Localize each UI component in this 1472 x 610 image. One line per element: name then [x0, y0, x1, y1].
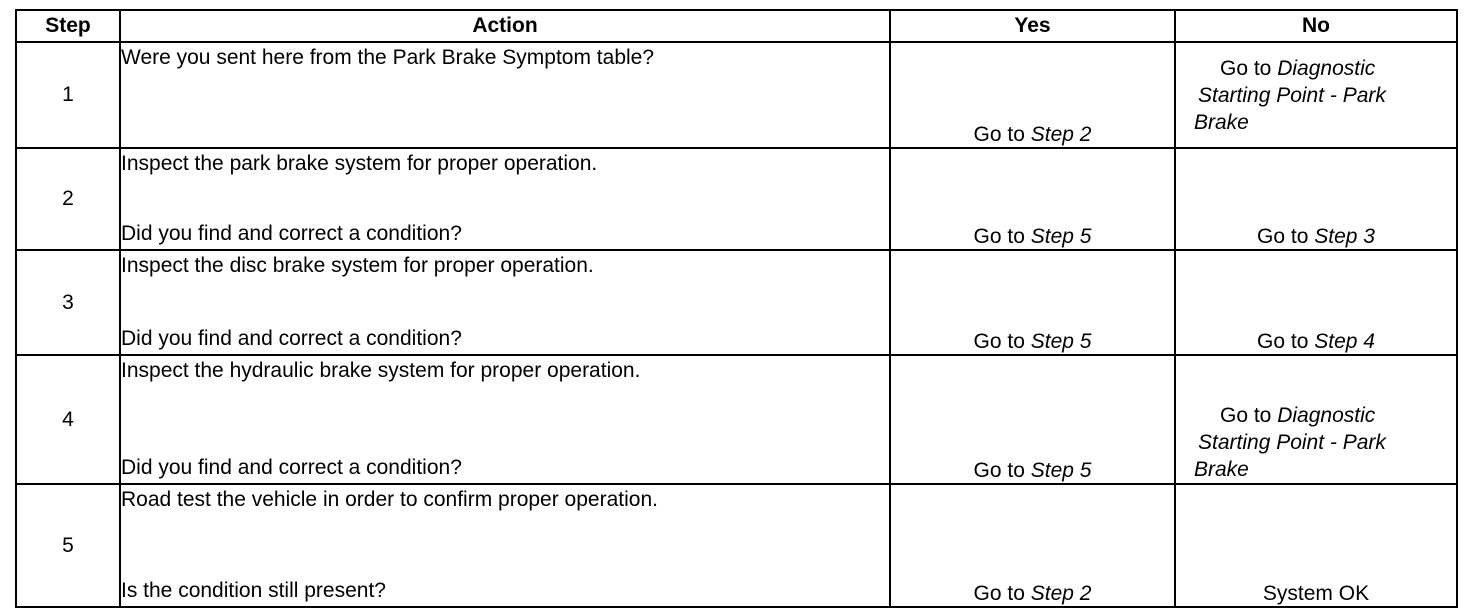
no-result-text: System OK: [1262, 582, 1370, 605]
yes-prefix: Go to: [973, 123, 1025, 146]
table-row: [16, 484, 1457, 607]
action-question: Did you find and correct a condition?: [121, 327, 462, 350]
header-action: Action: [120, 10, 890, 42]
step-number: 2: [16, 148, 120, 250]
no-ref-line3[interactable]: Brake: [1194, 458, 1249, 481]
action-cell: [120, 250, 890, 355]
yes-cell: [890, 42, 1175, 148]
no-ref-line3[interactable]: Brake: [1194, 110, 1249, 134]
table-row: [16, 250, 1457, 355]
no-prefix: Go to: [1220, 56, 1272, 80]
no-prefix: Go to: [1257, 330, 1309, 353]
yes-cell: [890, 355, 1175, 484]
table-row: [16, 355, 1457, 484]
yes-step-link[interactable]: Step 5: [1030, 225, 1092, 248]
action-cell: [120, 42, 890, 148]
yes-cell: [890, 250, 1175, 355]
action-instruction: Inspect the park brake system for proper operation.: [121, 152, 598, 175]
action-question: Were you sent here from the Park Brake Symptom table?: [121, 46, 655, 69]
no-cell: [1175, 355, 1457, 484]
no-prefix: Go to: [1257, 225, 1309, 248]
action-question: Did you find and correct a condition?: [121, 222, 462, 245]
yes-prefix: Go to: [973, 225, 1025, 248]
action-cell: [120, 148, 890, 250]
step-number: 3: [16, 250, 120, 355]
step-number: 1: [16, 42, 120, 148]
yes-step-link[interactable]: Step 2: [1030, 582, 1092, 605]
action-question: Is the condition still present?: [121, 579, 386, 602]
yes-step-link[interactable]: Step 5: [1030, 459, 1092, 482]
yes-step-link[interactable]: Step 5: [1030, 330, 1092, 353]
step-number: 4: [16, 355, 120, 484]
no-cell: [1175, 148, 1457, 250]
yes-cell: [890, 484, 1175, 607]
header-step: Step: [16, 10, 120, 42]
header-yes: Yes: [890, 10, 1175, 42]
action-question: Did you find and correct a condition?: [121, 456, 462, 479]
no-step-link[interactable]: Step 3: [1314, 225, 1375, 248]
diagnostic-table: [15, 9, 1458, 608]
action-instruction: Inspect the disc brake system for proper operation.: [121, 254, 594, 277]
action-instruction: Inspect the hydraulic brake system for proper operation.: [121, 359, 641, 382]
yes-prefix: Go to: [973, 459, 1025, 482]
action-instruction: Road test the vehicle in order to confirm proper operation.: [121, 488, 658, 511]
no-cell: [1175, 250, 1457, 355]
header-row: [16, 10, 1457, 42]
yes-cell: [890, 148, 1175, 250]
no-cell: [1175, 484, 1457, 607]
yes-prefix: Go to: [973, 582, 1025, 605]
step-number: 5: [16, 484, 120, 607]
no-step-link[interactable]: Step 4: [1314, 330, 1375, 353]
no-ref-line2[interactable]: Starting Point - Park: [1198, 83, 1386, 107]
no-ref-line1[interactable]: Diagnostic: [1277, 404, 1376, 427]
table-row: [16, 42, 1457, 148]
table-row: [16, 148, 1457, 250]
no-prefix: Go to: [1220, 404, 1272, 427]
no-ref-line1[interactable]: Diagnostic: [1277, 56, 1376, 80]
yes-prefix: Go to: [973, 330, 1025, 353]
no-ref-line2[interactable]: Starting Point - Park: [1198, 431, 1386, 454]
action-cell: [120, 355, 890, 484]
yes-step-link[interactable]: Step 2: [1030, 123, 1092, 146]
no-cell: [1175, 42, 1457, 148]
action-cell: [120, 484, 890, 607]
header-no: No: [1175, 10, 1457, 42]
